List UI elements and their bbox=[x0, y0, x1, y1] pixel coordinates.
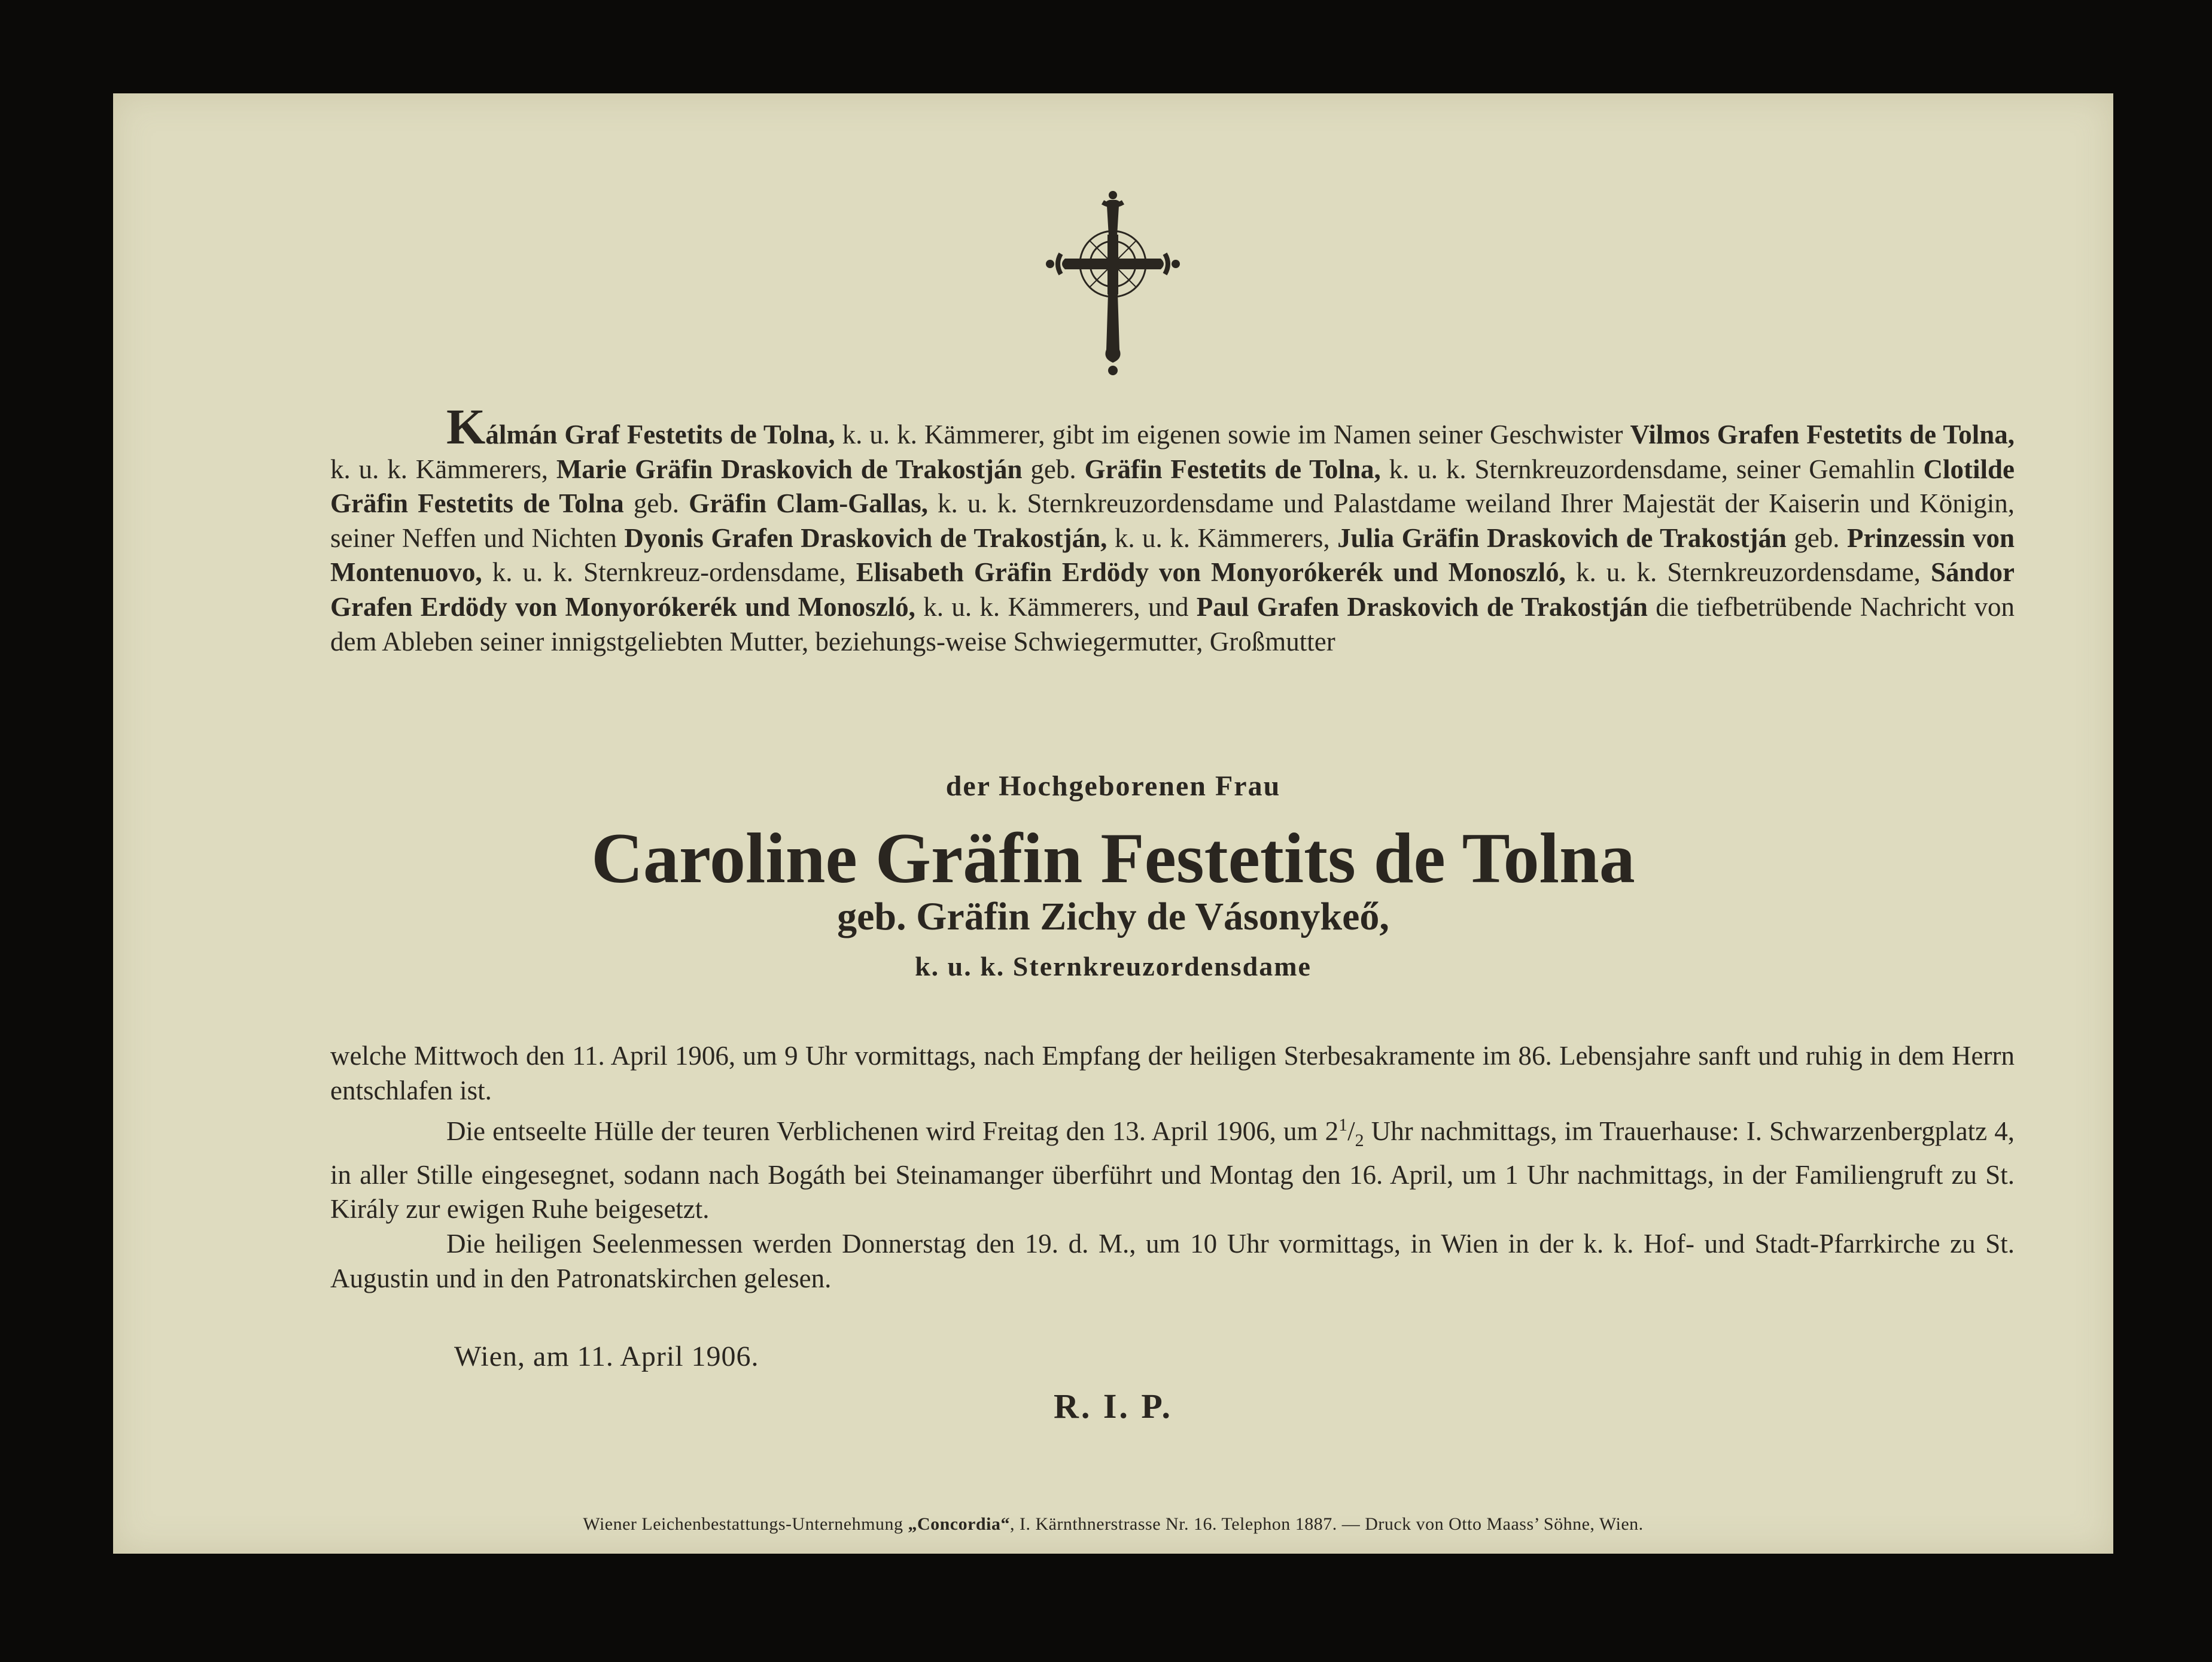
intro-text bbox=[330, 420, 2015, 657]
intro-text-run: k. u. k. Kämmerers, bbox=[330, 454, 556, 484]
obituary-card bbox=[113, 93, 2113, 1554]
rip: R. I. P. bbox=[1053, 1387, 1173, 1426]
funeral-text-a: Die entseelte Hülle der teuren Verblichenen wird Freitag den 13. April 1906, um 2 bbox=[446, 1116, 1339, 1147]
intro-name-run: Gräfin Festetits de Tolna, bbox=[1084, 454, 1381, 484]
funeral-paragraph bbox=[330, 1108, 2015, 1227]
footer-text-a: Wiener Leichenbestattungs-Unternehmung bbox=[583, 1514, 908, 1534]
fraction-slash: / bbox=[1347, 1116, 1355, 1147]
intro-name-run: Elisabeth Gräfin Erdödy von Monyorókerék und Monoszló, bbox=[856, 557, 1566, 588]
fraction-denominator: 2 bbox=[1355, 1131, 1364, 1151]
deceased-title: k. u. k. Sternkreuzordensdame bbox=[915, 951, 1312, 982]
intro-name-run: Prinzessin von Montenuovo, bbox=[330, 522, 2015, 588]
intro-name-run: álmán Graf Festetits de Tolna, bbox=[485, 420, 835, 449]
intro-text-run: geb. bbox=[1786, 522, 1848, 553]
funeral-text-b: Uhr nachmittags, im Trauerhause: I. Schwarzenbergplatz 4, in aller Stille eingesegnet, sodann nach Bogáth bei Steinamanger überführt und Montag den 16. April, um 1 Uhr nachmittags, in der Familiengruft zu St. Király zur ewigen Ruhe beigesetzt. bbox=[330, 1116, 2015, 1225]
honorific: der Hochgeborenen Frau bbox=[945, 770, 1281, 802]
footer-brand: „Concordia“ bbox=[908, 1514, 1010, 1534]
intro-name-run: Paul Grafen Draskovich de Trakostján bbox=[1196, 591, 1648, 622]
intro-text-run: die tiefbetrübende Nachricht von dem Ableben seiner innigstgeliebten Mutter, beziehungs-weise Schwiegermutter, Großmutter bbox=[330, 591, 2015, 657]
intro-text-run: k. u. k. Kämmerers, bbox=[1107, 522, 1338, 553]
printer-footer bbox=[113, 1514, 2113, 1535]
intro-paragraph bbox=[330, 399, 2015, 659]
intro-name-run: Clotilde Gräfin Festetits de Tolna bbox=[330, 454, 2015, 519]
intro-text-run: k. u. k. Sternkreuzordensdame, bbox=[1565, 557, 1931, 588]
intro-name-run: Sándor Grafen Erdödy von Monyorókerék und Monoszló, bbox=[330, 557, 2015, 622]
intro-text-run: geb. bbox=[1022, 454, 1085, 484]
intro-text-run: k. u. k. Kämmerer, gibt im eigenen sowie im Namen seiner Geschwister bbox=[835, 420, 1630, 449]
intro-text-run: k. u. k. Sternkreuz-ordensdame, bbox=[482, 557, 856, 588]
intro-name-run: Marie Gräfin Draskovich de Trakostján bbox=[556, 454, 1023, 484]
intro-name-run: Vilmos Grafen Festetits de Tolna, bbox=[1630, 420, 2015, 449]
ornamental-cross-icon bbox=[1044, 188, 1182, 379]
drop-cap: K bbox=[446, 399, 486, 455]
intro-name-run: Gräfin Clam-Gallas, bbox=[689, 488, 928, 519]
deceased-birth-name: geb. Gräfin Zichy de Vásonykeő, bbox=[837, 895, 1389, 938]
intro-name-run: Dyonis Grafen Draskovich de Trakostján, bbox=[624, 522, 1107, 553]
intro-text-run: k. u. k. Sternkreuzordensdame und Palastdame weiland Ihrer Majestät der Kaiserin und Königin, seiner Neffen und Nichten bbox=[330, 488, 2015, 553]
fraction-numerator: 1 bbox=[1338, 1115, 1348, 1135]
death-paragraph: welche Mittwoch den 11. April 1906, um 9 Uhr vormittags, nach Empfang der heiligen Sterbesakramente im 86. Lebensjahre sanft und ruhig in dem Herrn entschlafen ist. bbox=[330, 1041, 2015, 1105]
intro-text-run: k. u. k. Kämmerers, und bbox=[915, 591, 1197, 622]
place-date: Wien, am 11. April 1906. bbox=[454, 1341, 759, 1372]
deceased-name: Caroline Gräfin Festetits de Tolna bbox=[591, 818, 1635, 898]
intro-name-run: Julia Gräfin Draskovich de Trakostján bbox=[1337, 522, 1787, 553]
intro-text-run: k. u. k. Sternkreuzordensdame, seiner Gemahlin bbox=[1380, 454, 1924, 484]
body-text bbox=[330, 1039, 2015, 1296]
masses-paragraph: Die heiligen Seelenmessen werden Donnerstag den 19. d. M., um 10 Uhr vormittags, in Wien in der k. k. Hof- und Stadt-Pfarrkirche zu St. Augustin und in den Patronatskirchen gelesen. bbox=[330, 1228, 2015, 1293]
footer-text-b: , I. Kärnthnerstrasse Nr. 16. Telephon 1887. — Druck von Otto Maass’ Söhne, Wien. bbox=[1009, 1514, 1644, 1534]
intro-text-run: geb. bbox=[623, 488, 689, 519]
